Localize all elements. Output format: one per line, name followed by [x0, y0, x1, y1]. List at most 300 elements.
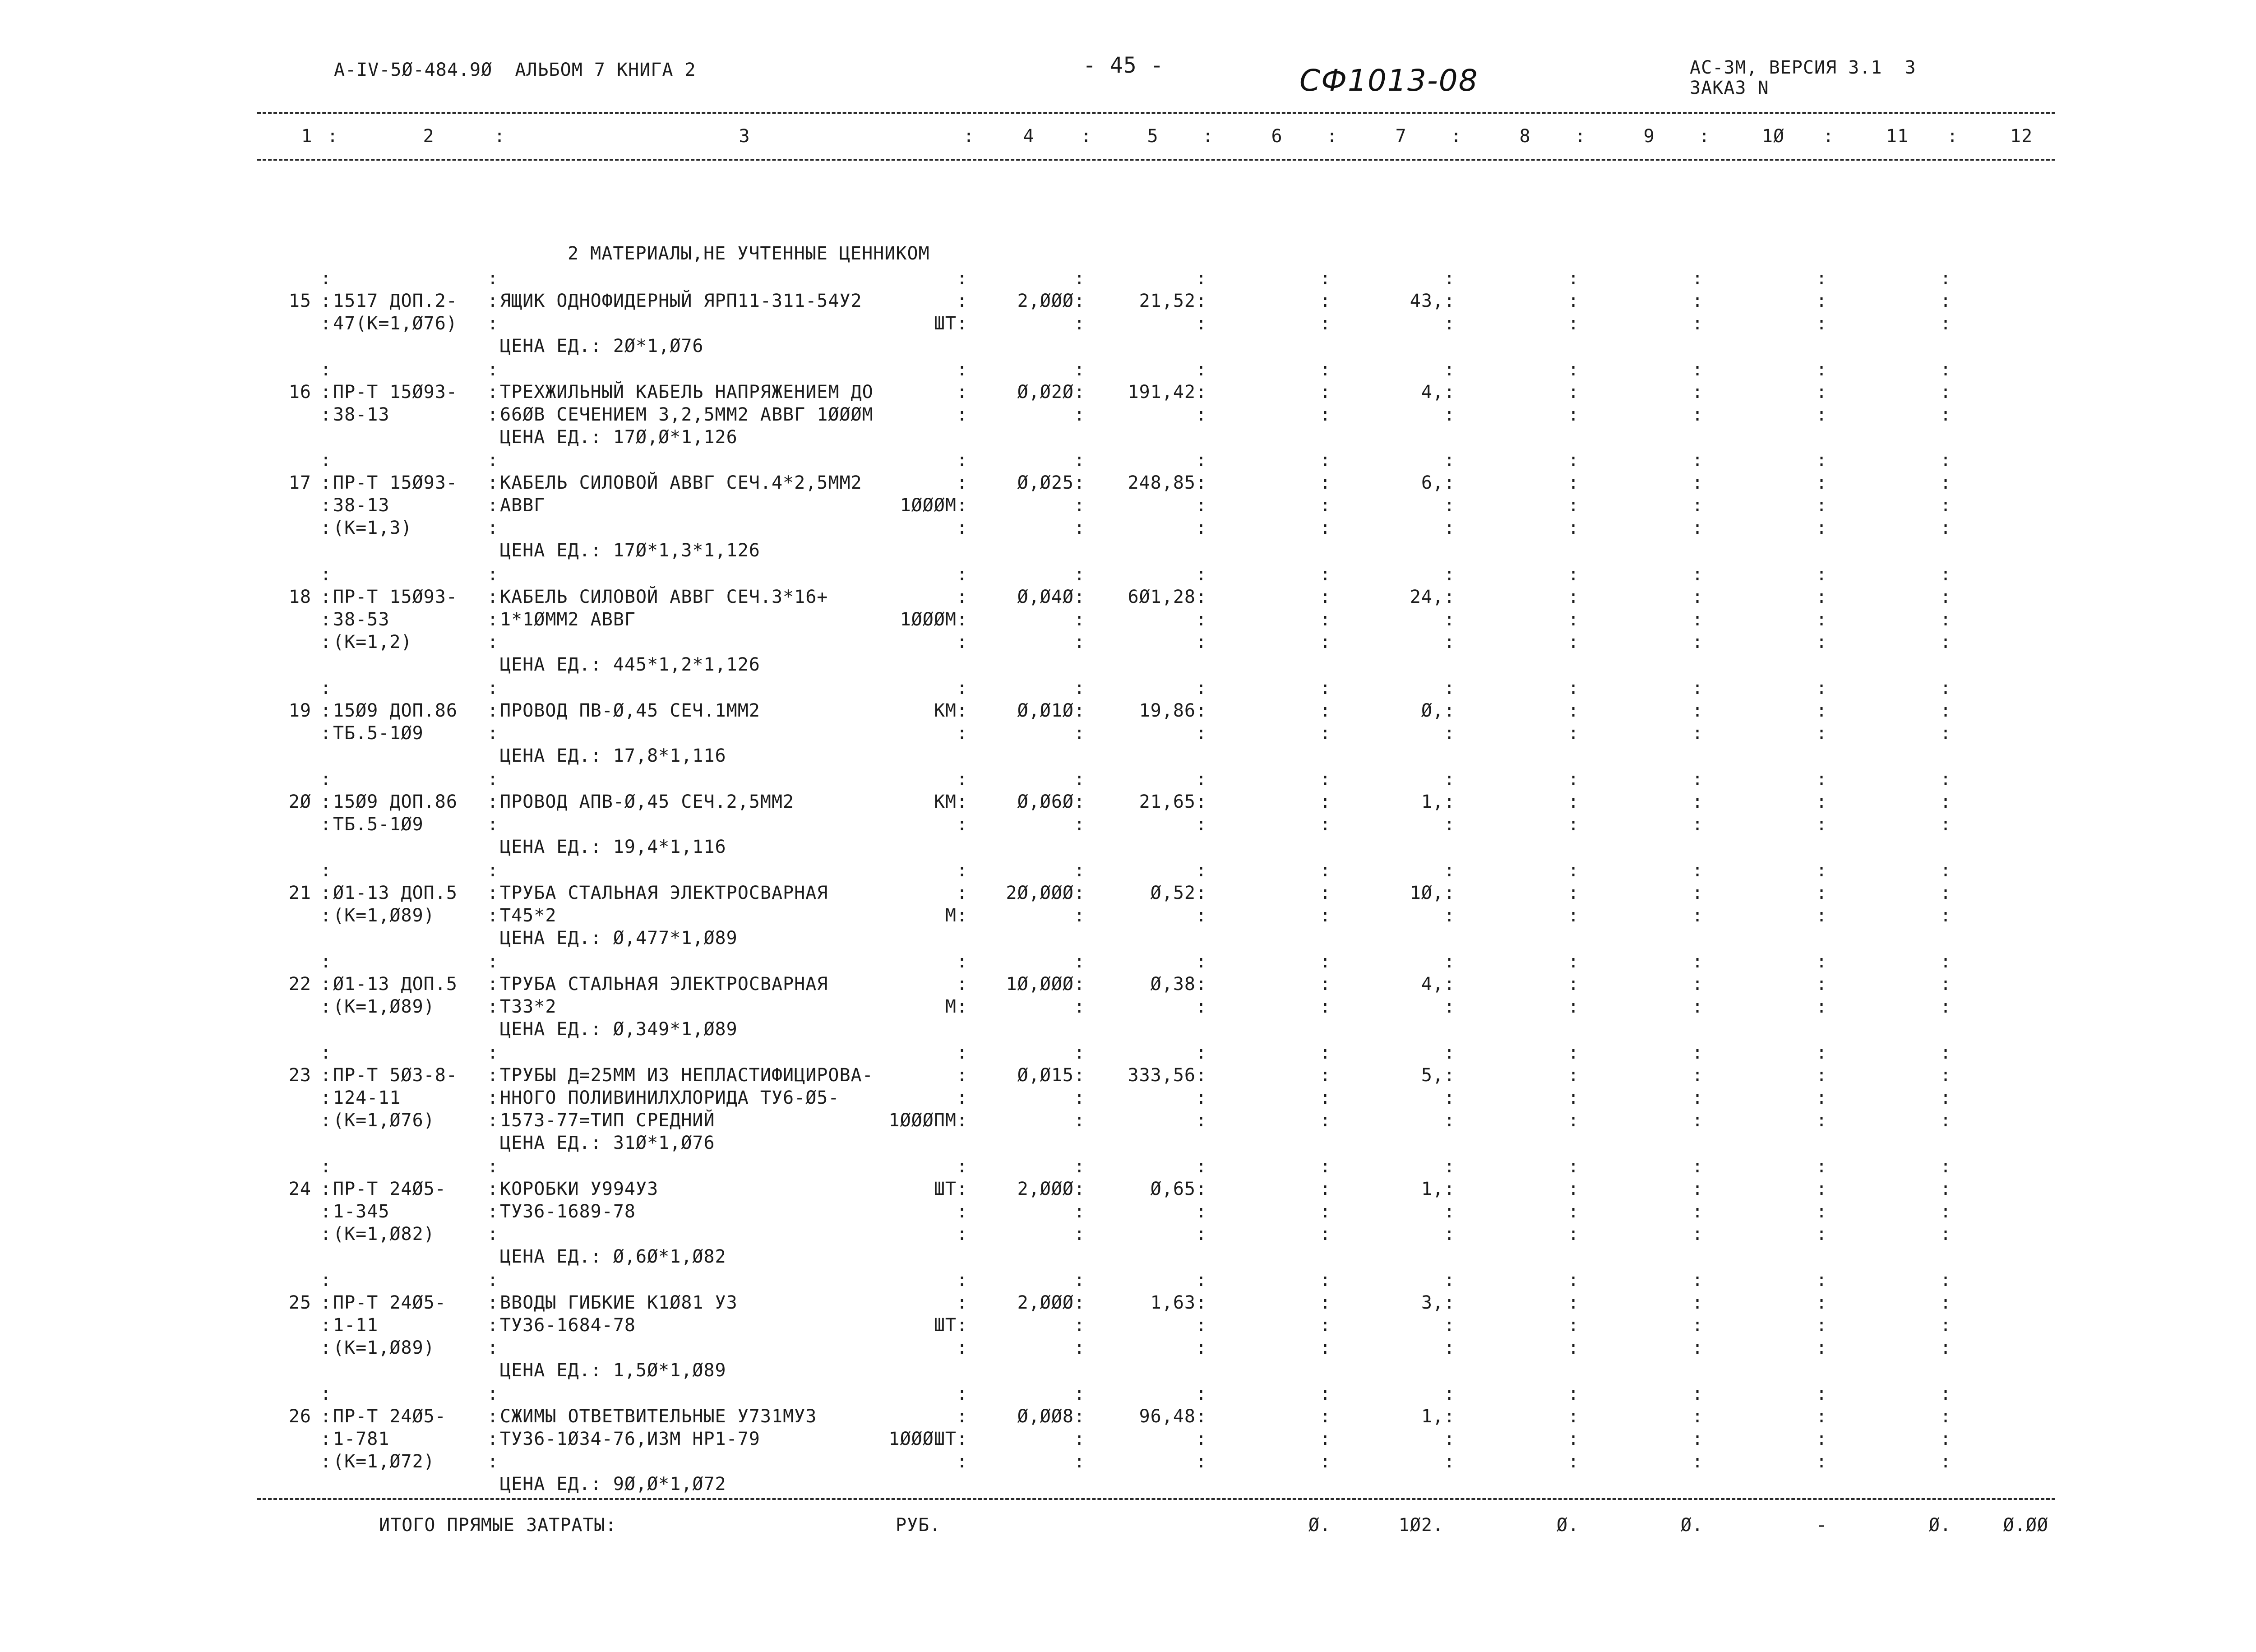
column-separator: :: [1444, 723, 1456, 744]
row-number: 19: [288, 700, 311, 721]
column-separator: :: [1444, 1110, 1456, 1131]
column-separator: :: [1692, 1337, 1704, 1358]
column-separator: :: [320, 1110, 332, 1131]
column-separator: :: [1692, 1179, 1704, 1199]
column-separator: :: [487, 791, 499, 812]
material-name: ВВОДЫ ГИБКИЕ К1Ø81 У3: [500, 1292, 738, 1313]
column-separator: :: [320, 1429, 332, 1449]
row-number: 22: [288, 974, 311, 995]
column-number: 1Ø: [1761, 126, 1785, 147]
column-separator: :: [1320, 313, 1331, 334]
column-separator: :: [1320, 587, 1331, 607]
section-title: 2 МАТЕРИАЛЫ,НЕ УЧТЕННЫЕ ЦЕННИКОМ: [568, 243, 930, 264]
column-separator: :: [1568, 1406, 1580, 1427]
column-separator: :: [1444, 905, 1456, 926]
column-separator: :: [1568, 1110, 1580, 1131]
column-separator: :: [957, 1110, 968, 1131]
unit: 1ØØØПМ: [888, 1110, 957, 1131]
column-separator: :: [1940, 1451, 1952, 1472]
column-separator: :: [320, 700, 332, 721]
cost-total: 4,: [1421, 974, 1444, 995]
rate-code: ПР-Т 24Ø5-: [333, 1406, 446, 1427]
column-separator: :: [957, 974, 968, 995]
column-separator: :: [320, 905, 332, 926]
column-separator: :: [957, 1292, 968, 1313]
price-formula: ЦЕНА ЕД.: 31Ø*1,Ø76: [500, 1133, 715, 1153]
column-separator: :: [957, 905, 968, 926]
cost-total: 1,: [1421, 791, 1444, 812]
column-separator: :: [1692, 1087, 1704, 1108]
column-separator: :: [1444, 587, 1456, 607]
column-separator: :: [1568, 404, 1580, 425]
quantity: 2,ØØØ: [1017, 1292, 1074, 1313]
column-number: 4: [1023, 126, 1035, 147]
column-separator: :: [1074, 1065, 1086, 1086]
column-separator: :: [957, 1201, 968, 1222]
material-name: Т45*2: [500, 905, 557, 926]
row-number: 15: [288, 291, 311, 311]
price-formula: ЦЕНА ЕД.: 2Ø*1,Ø76: [500, 336, 704, 356]
column-separator: :: [1320, 974, 1331, 995]
column-separator: :: [1196, 1337, 1207, 1358]
column-separator: :: [1568, 1315, 1580, 1336]
column-separator: :: [1320, 1065, 1331, 1086]
cost-total: 24,: [1410, 587, 1444, 607]
column-separator: :: [1074, 587, 1086, 607]
column-separator: :: [1692, 1406, 1704, 1427]
column-number: 2: [423, 126, 435, 147]
price-formula: ЦЕНА ЕД.: Ø,477*1,Ø89: [500, 928, 738, 949]
quantity: 2Ø,ØØØ: [1006, 883, 1074, 903]
rate-code: (К=1,Ø72): [333, 1451, 435, 1472]
column-separator: :: [1940, 791, 1952, 812]
column-separator: :: [1816, 382, 1828, 403]
rate-code: ПР-Т 24Ø5-: [333, 1179, 446, 1199]
column-separator: :: [1816, 1315, 1828, 1336]
rate-code: 124-11: [333, 1087, 401, 1108]
column-separator: :: [1320, 472, 1331, 493]
column-separator: :: [1074, 472, 1086, 493]
unit: М: [945, 905, 957, 926]
row-number: 23: [288, 1065, 311, 1086]
column-separator: :: [957, 404, 968, 425]
rate-code: ПР-Т 15Ø93-: [333, 587, 458, 607]
unit-price: 191,42: [1128, 382, 1196, 403]
column-separator: :: [1074, 382, 1086, 403]
column-separator: :: [320, 974, 332, 995]
cost-total: 1Ø,: [1410, 883, 1444, 903]
column-separator: :: [320, 883, 332, 903]
column-separator: :: [957, 883, 968, 903]
rate-code: 38-13: [333, 495, 390, 516]
rate-code: 1517 ДОП.2-: [333, 291, 458, 311]
column-separator: :: [1196, 587, 1207, 607]
column-separator: :: [320, 1224, 332, 1245]
price-formula: ЦЕНА ЕД.: 17Ø*1,3*1,126: [500, 540, 760, 561]
column-separator: :: [1816, 905, 1828, 926]
material-name: ТУ36-1684-78: [500, 1315, 636, 1336]
column-separator: :: [1940, 587, 1952, 607]
column-separator: :: [320, 1179, 332, 1199]
material-name: ТРУБА СТАЛЬНАЯ ЭЛЕКТРОСВАРНАЯ: [500, 883, 828, 903]
unit-price: 248,85: [1128, 472, 1196, 493]
column-separator: :: [1444, 1292, 1456, 1313]
column-separator: :: [1074, 495, 1086, 516]
material-name: КОРОБКИ У994У3: [500, 1179, 659, 1199]
column-separator: :: [1940, 1065, 1952, 1086]
column-separator: :: [1940, 404, 1952, 425]
column-separator: :: [1196, 1451, 1207, 1472]
column-separator: :: [1196, 1065, 1207, 1086]
column-separator: :: [1444, 1179, 1456, 1199]
column-separator: :: [1074, 291, 1086, 311]
column-separator: :: [1444, 1406, 1456, 1427]
column-separator: :: [1692, 883, 1704, 903]
price-formula: ЦЕНА ЕД.: 1,5Ø*1,Ø89: [500, 1360, 726, 1381]
rate-code: (К=1,2): [333, 632, 412, 652]
price-formula: ЦЕНА ЕД.: 19,4*1,116: [500, 837, 726, 857]
column-number: 5: [1147, 126, 1159, 147]
column-separator: :: [1692, 382, 1704, 403]
material-name: 66ØВ СЕЧЕНИЕМ 3,2,5ММ2 АВВГ 1ØØØМ: [500, 404, 874, 425]
column-separator: :: [1320, 1292, 1331, 1313]
column-separator: :: [1816, 518, 1828, 538]
column-separator: :: [1444, 883, 1456, 903]
column-separator: :: [1568, 1065, 1580, 1086]
row-number: 21: [288, 883, 311, 903]
column-separator: :: [487, 1201, 499, 1222]
cost-total: 1,: [1421, 1406, 1444, 1427]
column-separator: :: [1940, 313, 1952, 334]
column-separator: :: [1940, 723, 1952, 744]
rate-code: ПР-Т 15Ø93-: [333, 382, 458, 403]
column-separator: :: [1320, 1087, 1331, 1108]
row-number: 25: [288, 1292, 311, 1313]
column-separator: :: [1320, 1337, 1331, 1358]
column-separator: :: [320, 1406, 332, 1427]
unit-price: 21,65: [1139, 791, 1196, 812]
column-separator: :: [1074, 1429, 1086, 1449]
column-separator: :: [1816, 472, 1828, 493]
column-separator: :: [1568, 313, 1580, 334]
column-separator: :: [1320, 905, 1331, 926]
column-separator: :: [1568, 883, 1580, 903]
column-separator: :: [1444, 1224, 1456, 1245]
column-separator: :: [957, 495, 968, 516]
column-separator: :: [1196, 814, 1207, 835]
column-separator: :: [487, 905, 499, 926]
column-separator: :: [1196, 974, 1207, 995]
column-separator: :: [320, 291, 332, 311]
column-separator: :: [487, 632, 499, 652]
column-separator: :: [1196, 996, 1207, 1017]
column-separator: :: [1816, 791, 1828, 812]
column-separator: :: [1444, 700, 1456, 721]
column-separator: :: [487, 587, 499, 607]
column-separator: :: [1196, 495, 1207, 516]
column-separator: :: [320, 1201, 332, 1222]
column-separator: :: [1568, 518, 1580, 538]
column-separator: :: [1196, 1201, 1207, 1222]
column-separator: :: [1568, 1337, 1580, 1358]
column-separator: :: [1940, 1406, 1952, 1427]
column-separator: :: [1816, 1451, 1828, 1472]
column-separator: :: [1816, 291, 1828, 311]
column-separator: :: [1940, 1315, 1952, 1336]
column-separator: :: [1320, 1429, 1331, 1449]
column-separator: :: [1940, 495, 1952, 516]
column-separator: :: [487, 1065, 499, 1086]
column-separator: :: [487, 723, 499, 744]
column-separator: :: [320, 814, 332, 835]
rate-code: 38-13: [333, 404, 390, 425]
column-separator: :: [957, 1315, 968, 1336]
cost-total: 4,: [1421, 382, 1444, 403]
column-separator: :: [1444, 382, 1456, 403]
cost-total: 1,: [1421, 1179, 1444, 1199]
column-separator: :: [1816, 1224, 1828, 1245]
column-separator: :: [1320, 1451, 1331, 1472]
column-separator: :: [1940, 974, 1952, 995]
page-number: - 45 -: [1083, 53, 1164, 78]
column-separator: :: [1074, 791, 1086, 812]
column-separator: :: [957, 472, 968, 493]
rate-code: Ø1-13 ДОП.5: [333, 883, 458, 903]
column-separator: :: [957, 313, 968, 334]
quantity: Ø,Ø2Ø: [1017, 382, 1074, 403]
column-separator: :: [1444, 632, 1456, 652]
rate-code: ТБ.5-1Ø9: [333, 814, 424, 835]
column-separator: :: [487, 1315, 499, 1336]
column-separator: :: [1692, 587, 1704, 607]
column-separator: :: [957, 996, 968, 1017]
column-separator: :: [1568, 974, 1580, 995]
column-separator: :: [487, 404, 499, 425]
material-name: ТРЕХЖИЛЬНЫЙ КАБЕЛЬ НАПРЯЖЕНИЕМ ДО: [500, 382, 874, 403]
row-number: 24: [288, 1179, 311, 1199]
column-separator: :: [1692, 1429, 1704, 1449]
rate-code: 47(К=1,Ø76): [333, 313, 458, 334]
total-value: Ø.: [1928, 1515, 1951, 1536]
rate-code: 15Ø9 ДОП.86: [333, 700, 458, 721]
column-separator: :: [1444, 1065, 1456, 1086]
column-separator: :: [957, 291, 968, 311]
total-rule-top: [257, 1498, 2055, 1500]
column-separator: :: [1940, 291, 1952, 311]
column-separator: :: [487, 609, 499, 630]
column-separator: :: [1444, 472, 1456, 493]
column-separator: :: [1692, 723, 1704, 744]
rate-code: ПР-Т 24Ø5-: [333, 1292, 446, 1313]
rate-code: (К=1,Ø82): [333, 1224, 435, 1245]
column-separator: :: [1074, 723, 1086, 744]
column-separator: :: [1816, 313, 1828, 334]
rate-code: ПР-Т 15Ø93-: [333, 472, 458, 493]
column-separator: :: [1692, 609, 1704, 630]
column-separator: :: [1074, 404, 1086, 425]
column-separator: :: [1074, 996, 1086, 1017]
quantity: 2,ØØØ: [1017, 291, 1074, 311]
unit: КМ: [934, 791, 957, 812]
column-separator: :: [1568, 632, 1580, 652]
header-rule-bottom: [257, 159, 2055, 161]
column-separator: :: [957, 1406, 968, 1427]
column-separator: :: [1699, 126, 1710, 147]
total-value: -: [1816, 1515, 1827, 1536]
column-separator: :: [487, 518, 499, 538]
column-separator: :: [1816, 1337, 1828, 1358]
material-name: ТРУБА СТАЛЬНАЯ ЭЛЕКТРОСВАРНАЯ: [500, 974, 828, 995]
material-name: ТУ36-1Ø34-76,ИЗМ НР1-79: [500, 1429, 760, 1449]
column-separator: :: [1940, 518, 1952, 538]
column-separator: :: [1444, 791, 1456, 812]
column-separator: :: [1074, 632, 1086, 652]
column-separator: :: [1816, 1087, 1828, 1108]
column-separator: :: [1074, 1110, 1086, 1131]
column-separator: :: [1568, 996, 1580, 1017]
column-separator: :: [1940, 1429, 1952, 1449]
column-separator: :: [1940, 1292, 1952, 1313]
material-name: КАБЕЛЬ СИЛОВОЙ АВВГ СЕЧ.3*16+: [500, 587, 828, 607]
column-separator: :: [1692, 974, 1704, 995]
total-value: Ø.: [1556, 1515, 1579, 1536]
rate-code: (К=1,3): [333, 518, 412, 538]
column-separator: :: [957, 518, 968, 538]
column-separator: :: [957, 723, 968, 744]
column-separator: :: [1692, 1315, 1704, 1336]
column-separator: :: [957, 632, 968, 652]
column-separator: :: [1074, 609, 1086, 630]
column-separator: :: [1816, 814, 1828, 835]
header-rule-top: [257, 112, 2055, 114]
cost-total: Ø,: [1421, 700, 1444, 721]
column-separator: :: [1320, 723, 1331, 744]
column-separator: :: [1568, 382, 1580, 403]
rate-code: ПР-Т 5Ø3-8-: [333, 1065, 458, 1086]
material-name: ПРОВОД АПВ-Ø,45 СЕЧ.2,5ММ2: [500, 791, 795, 812]
column-separator: :: [1074, 1406, 1086, 1427]
column-separator: :: [1074, 1087, 1086, 1108]
unit-price: 21,52: [1139, 291, 1196, 311]
column-separator: :: [1692, 1292, 1704, 1313]
column-separator: :: [1940, 472, 1952, 493]
quantity: Ø,Ø1Ø: [1017, 700, 1074, 721]
column-separator: :: [1823, 126, 1835, 147]
column-separator: :: [320, 382, 332, 403]
column-separator: :: [1444, 313, 1456, 334]
column-separator: :: [1196, 1087, 1207, 1108]
total-currency: РУБ.: [896, 1515, 941, 1536]
price-formula: ЦЕНА ЕД.: 445*1,2*1,126: [500, 654, 760, 675]
column-separator: :: [1196, 905, 1207, 926]
column-separator: :: [1320, 1315, 1331, 1336]
column-separator: :: [1196, 1406, 1207, 1427]
total-label: ИТОГО ПРЯМЫЕ ЗАТРАТЫ:: [379, 1515, 617, 1536]
column-separator: :: [1444, 404, 1456, 425]
column-separator: :: [957, 382, 968, 403]
column-separator: :: [1320, 404, 1331, 425]
quantity: 2,ØØØ: [1017, 1179, 1074, 1199]
total-value: 1Ø2.: [1398, 1515, 1444, 1536]
material-name: ЯЩИК ОДНОФИДЕРНЫЙ ЯРП11-311-54У2: [500, 291, 862, 311]
column-separator: :: [957, 609, 968, 630]
column-separator: :: [1816, 1110, 1828, 1131]
material-name: ННОГО ПОЛИВИНИЛХЛОРИДА ТУ6-Ø5-: [500, 1087, 840, 1108]
rate-code: 1-781: [333, 1429, 390, 1449]
column-separator: :: [320, 1087, 332, 1108]
column-separator: :: [320, 609, 332, 630]
column-separator: :: [1568, 791, 1580, 812]
column-separator: :: [1692, 700, 1704, 721]
column-separator: :: [1816, 700, 1828, 721]
material-name: КАБЕЛЬ СИЛОВОЙ АВВГ СЕЧ.4*2,5ММ2: [500, 472, 862, 493]
column-separator: :: [1940, 1201, 1952, 1222]
column-separator: :: [1074, 905, 1086, 926]
column-separator: :: [1575, 126, 1586, 147]
column-separator: :: [1692, 1224, 1704, 1245]
column-separator: :: [963, 126, 975, 147]
column-separator: :: [1816, 1065, 1828, 1086]
quantity: Ø,Ø25: [1017, 472, 1074, 493]
total-value: Ø.ØØ: [2003, 1515, 2048, 1536]
column-separator: :: [1568, 1201, 1580, 1222]
column-number: 1: [301, 126, 313, 147]
total-value: Ø.: [1680, 1515, 1703, 1536]
column-separator: :: [1320, 382, 1331, 403]
column-separator: :: [1568, 700, 1580, 721]
cost-total: 5,: [1421, 1065, 1444, 1086]
rate-code: (К=1,Ø89): [333, 1337, 435, 1358]
column-separator: :: [1816, 587, 1828, 607]
column-separator: :: [1940, 632, 1952, 652]
column-separator: :: [1692, 1201, 1704, 1222]
material-name: 1*1ØММ2 АВВГ: [500, 609, 636, 630]
column-separator: :: [487, 996, 499, 1017]
total-value: Ø.: [1308, 1515, 1331, 1536]
column-separator: :: [1320, 1110, 1331, 1131]
unit-price: 333,56: [1128, 1065, 1196, 1086]
column-separator: :: [1816, 1201, 1828, 1222]
column-separator: :: [487, 495, 499, 516]
column-separator: :: [1816, 1406, 1828, 1427]
column-separator: :: [1940, 609, 1952, 630]
column-separator: :: [1568, 1451, 1580, 1472]
cost-total: 3,: [1421, 1292, 1444, 1313]
program-version: АС-3М, ВЕРСИЯ 3.1 3: [1690, 57, 1916, 78]
column-separator: :: [1196, 883, 1207, 903]
unit: ШТ: [934, 1179, 957, 1199]
column-separator: :: [1074, 700, 1086, 721]
row-number: 16: [288, 382, 311, 403]
column-separator: :: [1692, 791, 1704, 812]
column-separator: :: [487, 1337, 499, 1358]
column-separator: :: [320, 404, 332, 425]
column-separator: :: [1692, 1451, 1704, 1472]
column-separator: :: [1196, 518, 1207, 538]
column-separator: :: [1947, 126, 1959, 147]
column-separator: :: [1196, 700, 1207, 721]
rate-code: 15Ø9 ДОП.86: [333, 791, 458, 812]
column-separator: :: [1940, 905, 1952, 926]
price-formula: ЦЕНА ЕД.: 17Ø,Ø*1,126: [500, 427, 738, 448]
column-separator: :: [1320, 518, 1331, 538]
column-separator: :: [1568, 1179, 1580, 1199]
column-separator: :: [1074, 1315, 1086, 1336]
column-separator: :: [1816, 996, 1828, 1017]
column-separator: :: [1196, 1292, 1207, 1313]
column-separator: :: [1444, 1315, 1456, 1336]
rate-code: 1-11: [333, 1315, 379, 1336]
